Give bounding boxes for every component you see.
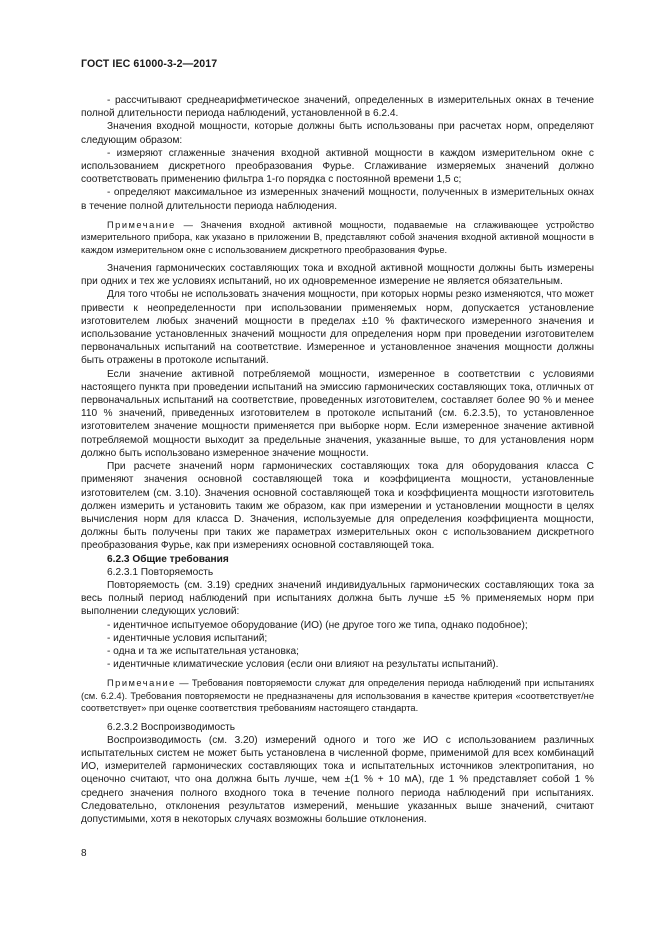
list-item: - определяют максимальное из измеренных значений мощности, полученных в измерительных окнах в течение полной длительности периода наблюдения.: [81, 187, 594, 212]
standard-header: ГОСТ IEC 61000-3-2—2017: [81, 58, 218, 70]
paragraph: Воспроизводимость (см. 3.20) измерений одного и того же ИО с использованием различных испытательных систем не может быть установлена в численной форме, применимой для всех комбинаций ИО, измерителей гармонических составляющих тока и испытательных источников электропитания, но оценочно считают, что она должна быть лучше, чем ±(1 % + 10 мА), где 1 % представляет собой 1 % среднего значения полного входного тока в течение полного периода наблюдений при испытаниях. Следовательно, отклонения результатов измерений, меньшие указанных выше значений, считают допустимыми, хотя в некоторых случаях возможны большие отклонения.: [81, 734, 594, 825]
paragraph: Значения входной мощности, которые должны быть использованы при расчетах норм, определяют следующим образом:: [81, 121, 594, 146]
paragraph: Повторяемость (см. 3.19) средних значений индивидуальных гармонических составляющих тока за весь полный период наблюдений при испытаниях должна быть лучше ±5 % применяемых норм при выполнении следующих условий:: [81, 579, 594, 618]
paragraph: - рассчитывают среднеарифметическое значений, определенных в измерительных окнах в течение полной длительности периода наблюдений, установленной в 6.2.4.: [81, 95, 594, 120]
note: [81, 677, 594, 714]
note: [81, 219, 594, 256]
paragraph: Для того чтобы не использовать значения мощности, при которых нормы резко изменяются, что может привести к неопределенности при использовании применяемых норм, допускается установление изготовителем любых значений мощности в пределах ±10 % фактического измеренного значения и использование установленных значений мощности для определения норм при проведении изготовителем первоначальных испытаний на соответствие. Измеренное и установленное значения мощности должны быть отражены в протоколе испытаний.: [81, 289, 594, 367]
paragraph: При расчете значений норм гармонических составляющих тока для оборудования класса С применяют значения основной составляющей тока и коэффициента мощности, установленные изготовителем (см. 3.10). Значения основной составляющей тока и коэффициента мощности изготовитель должен измерить и установить таким же образом, как при измерении и установлении мощности в целях вычисления норм для класса D. Значения, используемые для определения коэффициента мощности, должны быть получены при таких же параметрах измерительных окон с использованием дискретного преобразования Фурье, как при измерениях основной составляющей тока.: [81, 461, 594, 552]
list-item: - измеряют сглаженные значения входной активной мощности в каждом измерительном окне с использованием дискретного преобразования Фурье. Сглаживание измеряемых значений должно соответствовать применению фильтра 1-го порядка с постоянной времени 1,5 с;: [81, 147, 594, 186]
subsection-heading: 6.2.3.2 Воспроизводимость: [107, 721, 236, 733]
note-text: — Требования повторяемости служат для определения периода наблюдений при испытаниях (см. 6.2.4). Требования повторяемости не предназначены для использования в качестве критерия «соответствует/не соответствует» при оценке соответствия требованиям настоящего стандарта.: [81, 678, 594, 714]
paragraph: Если значение активной потребляемой мощности, измеренное в соответствии с условиями настоящего пункта при проведении испытаний на эмиссию гармонических составляющих тока, отличных от первоначальных испытаний на соответствие, проведенных изготовителем, составляет более 90 % и менее 110 % значений, приведенных изготовителем в протоколе испытаний (см. 6.2.3.5), то установленное изготовителем значение мощности применяется при выборке норм. Если измеренное значение активной потребляемой мощности выходит за предельные значения, указанные выше, то для установления норм должно быть использовано измеренное значение мощности.: [81, 368, 594, 459]
note-text: — Значения входной активной мощности, подаваемые на сглаживающее устройство измерительного прибора, как указано в приложении В, представляют собой значения входной активной мощности в каждом измерительном окне с использованием дискретного преобразования Фурье.: [81, 219, 594, 255]
list-item: - идентичное испытуемое оборудование (ИО) (не другое того же типа, однако подобное);: [107, 619, 528, 631]
list-item: - идентичные условия испытаний;: [107, 632, 268, 644]
document-body: [81, 94, 594, 826]
list-item: - одна и та же испытательная установка;: [107, 645, 299, 657]
list-item: - идентичные климатические условия (если они влияют на результаты испытаний).: [107, 659, 499, 671]
page-number: 8: [81, 848, 87, 859]
note-label: Примечание: [107, 678, 176, 689]
note-label: Примечание: [107, 219, 176, 230]
subsection-heading: 6.2.3.1 Повторяемость: [107, 566, 214, 578]
section-heading: 6.2.3 Общие требования: [107, 553, 229, 565]
paragraph: Значения гармонических составляющих тока и входной активной мощности должны быть измерены при одних и тех же условиях испытаний, но их одновременное измерение не является обязательным.: [81, 263, 594, 288]
